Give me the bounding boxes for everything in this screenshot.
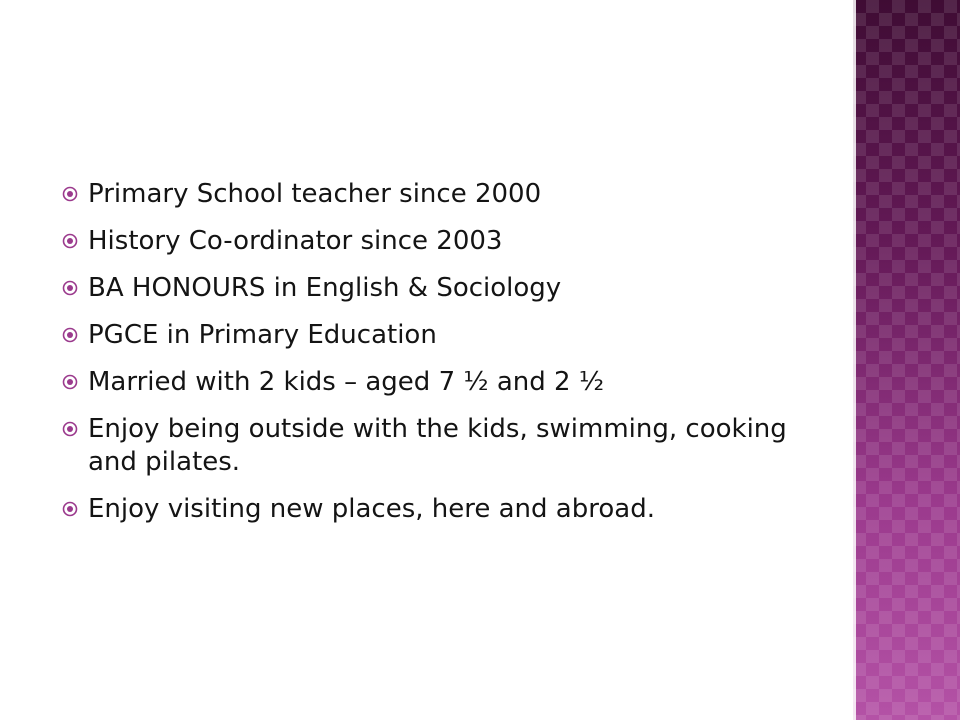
radio-target-icon [62, 327, 78, 343]
bullet-text: BA HONOURS in English & Sociology [88, 273, 562, 303]
bullet-text: Enjoy being outside with the kids, swimming, cooking and pilates. [88, 414, 787, 477]
list-item [62, 493, 822, 526]
bullet-text: Enjoy visiting new places, here and abroad. [88, 494, 655, 524]
decorative-side-band [853, 0, 960, 720]
radio-target-icon [62, 233, 78, 249]
list-item [62, 319, 822, 352]
radio-target-icon [62, 421, 78, 437]
bullet-text: Primary School teacher since 2000 [88, 179, 542, 209]
list-item [62, 413, 822, 479]
bullet-text: History Co-ordinator since 2003 [88, 226, 503, 256]
list-item [62, 225, 822, 258]
list-item [62, 366, 822, 399]
radio-target-icon [62, 280, 78, 296]
bullet-text: Married with 2 kids – aged 7 ½ and 2 ½ [88, 367, 605, 397]
list-item [62, 178, 822, 211]
radio-target-icon [62, 374, 78, 390]
radio-target-icon [62, 186, 78, 202]
radio-target-icon [62, 501, 78, 517]
bullet-list [62, 178, 822, 540]
list-item [62, 272, 822, 305]
bullet-text: PGCE in Primary Education [88, 320, 437, 350]
